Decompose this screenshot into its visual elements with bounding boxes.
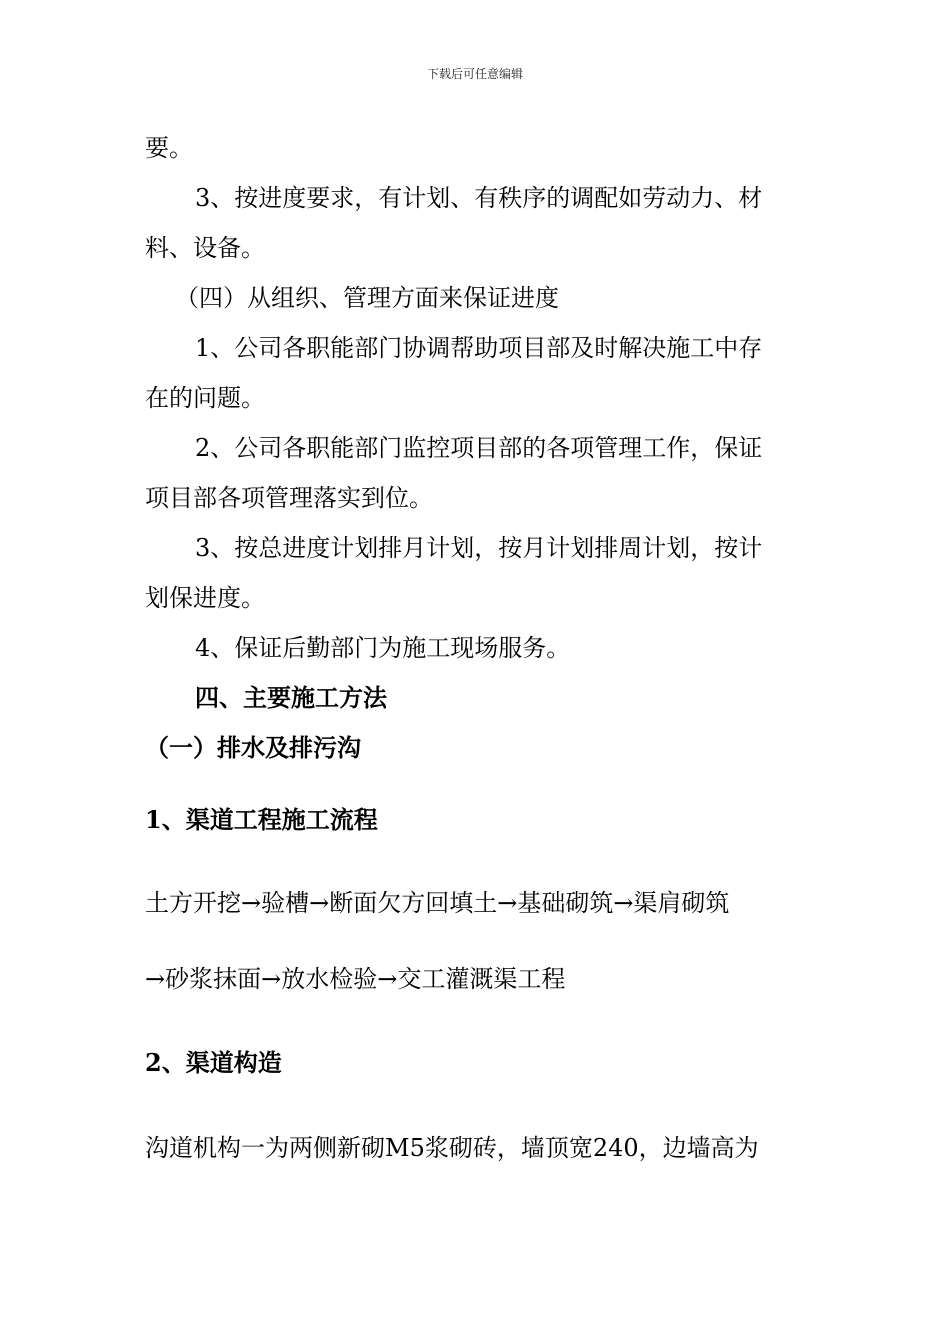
text-line: 3、按进度要求，有计划、有秩序的调配如劳动力、材 bbox=[195, 184, 763, 212]
process-flow-line: →砂浆抹面→放水检验→交工灌溉渠工程 bbox=[145, 965, 566, 993]
text-line: 划保进度。 bbox=[145, 584, 265, 612]
section-subheading: （四）从组织、管理方面来保证进度 bbox=[175, 284, 559, 312]
text-line: 在的问题。 bbox=[145, 384, 265, 412]
text-line: 项目部各项管理落实到位。 bbox=[145, 484, 433, 512]
text-line: 2、公司各职能部门监控项目部的各项管理工作，保证 bbox=[195, 434, 763, 462]
subsection-heading: （一）排水及排污沟 bbox=[145, 733, 361, 762]
text-line: 3、按总进度计划排月计划，按月计划排周计划，按计 bbox=[195, 534, 763, 562]
text-line: 沟道机构一为两侧新砌M5浆砌砖，墙顶宽240，边墙高为 bbox=[145, 1134, 759, 1162]
process-flow-line: 土方开挖→验槽→断面欠方回填土→基础砌筑→渠肩砌筑 bbox=[145, 889, 730, 917]
text-line: 4、保证后勤部门为施工现场服务。 bbox=[195, 634, 571, 662]
text-line: 1、公司各职能部门协调帮助项目部及时解决施工中存 bbox=[195, 334, 763, 362]
page-header-note: 下载后可任意编辑 bbox=[426, 67, 523, 81]
item-heading: 2、渠道构造 bbox=[145, 1048, 282, 1077]
text-line: 料、设备。 bbox=[145, 234, 265, 262]
item-heading: 1、渠道工程施工流程 bbox=[145, 805, 378, 834]
text-line: 要。 bbox=[145, 134, 193, 162]
section-heading: 四、主要施工方法 bbox=[195, 683, 387, 712]
